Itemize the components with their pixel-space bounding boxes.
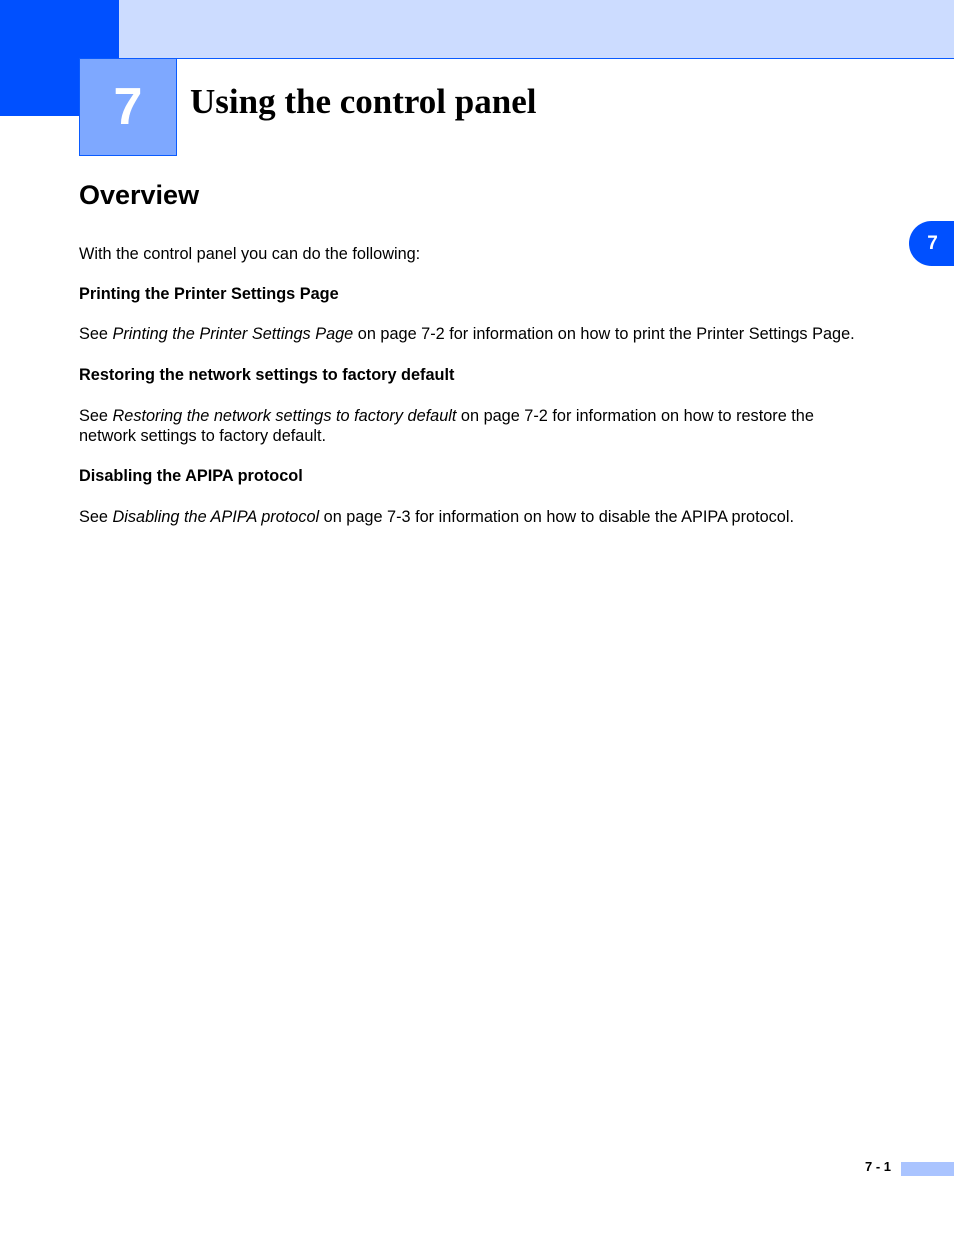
paragraph-printer-settings <box>79 324 899 344</box>
see-text: See <box>79 508 113 526</box>
chapter-number: 7 <box>113 78 143 136</box>
section-heading-overview: Overview <box>79 180 200 210</box>
subheading-apipa: Disabling the APIPA protocol <box>79 467 303 485</box>
subheading-printer-settings: Printing the Printer Settings Page <box>79 285 339 303</box>
cross-reference-link[interactable]: Disabling the APIPA protocol <box>112 508 320 526</box>
see-text: See <box>79 407 113 425</box>
page-number: 7 - 1 <box>864 1159 891 1174</box>
cross-reference-link[interactable]: Restoring the network settings to factory default <box>112 407 457 425</box>
see-text: See <box>79 325 113 343</box>
paragraph-rest: on page 7-3 for information on how to disable the APIPA protocol. <box>319 508 795 526</box>
header-band <box>0 0 954 59</box>
paragraph-rest: on page 7-2 for information on how to restore the network settings to factory default. <box>79 407 814 445</box>
subheading-factory-default: Restoring the network settings to factory default <box>79 366 455 384</box>
paragraph-rest: on page 7-2 for information on how to print the Printer Settings Page. <box>353 325 855 343</box>
cross-reference-link[interactable]: Printing the Printer Settings Page <box>112 325 354 343</box>
footer-accent-bar <box>901 1162 954 1176</box>
paragraph-factory-default <box>79 406 869 446</box>
chapter-number-box <box>79 58 177 156</box>
overview-intro: With the control panel you can do the following: <box>79 245 421 263</box>
chapter-side-tab-label: 7 <box>927 232 938 254</box>
chapter-title: Using the control panel <box>190 82 537 121</box>
paragraph-apipa <box>79 507 899 527</box>
chapter-side-tab <box>909 221 954 266</box>
